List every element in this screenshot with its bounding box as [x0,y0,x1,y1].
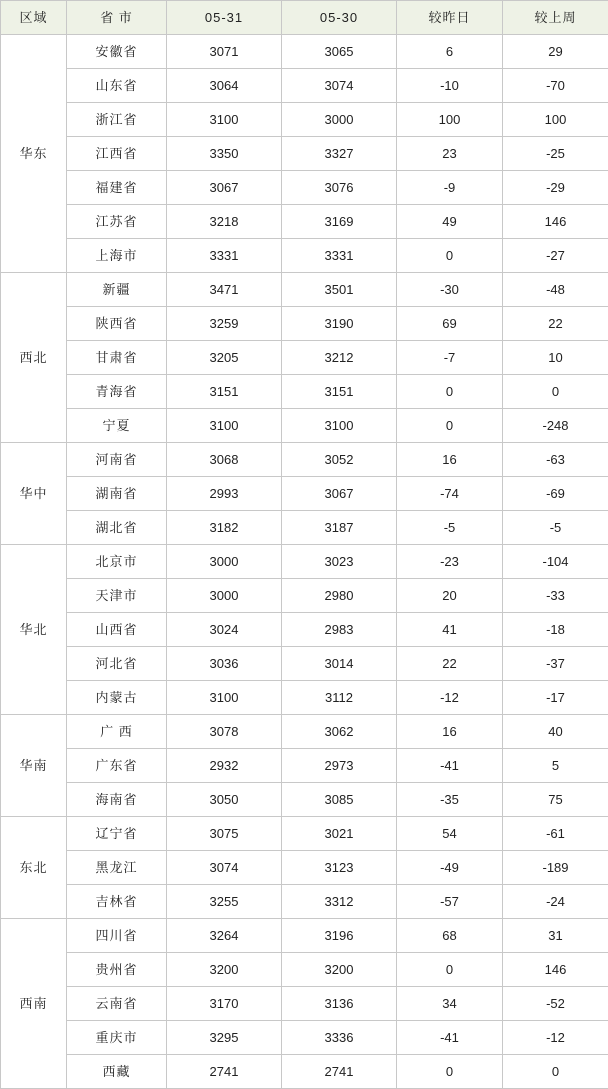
table-row [1,69,608,103]
price-0531-cell: 3036 [167,647,282,681]
change-vs-lastweek-cell: -61 [503,817,608,851]
price-0531-cell: 3064 [167,69,282,103]
table-row [1,1055,608,1089]
price-0531-cell: 3255 [167,885,282,919]
province-name-cell: 西藏 [67,1055,167,1089]
region-cell: 华南 [1,715,67,817]
price-0530-cell: 3196 [282,919,397,953]
table-row [1,35,608,69]
price-0531-cell: 3071 [167,35,282,69]
change-vs-yesterday-cell: -57 [397,885,503,919]
change-vs-lastweek-cell: -5 [503,511,608,545]
change-vs-yesterday-cell: 0 [397,953,503,987]
change-vs-lastweek-cell: 100 [503,103,608,137]
price-0530-cell: 3100 [282,409,397,443]
table-row [1,817,608,851]
price-0531-cell: 3295 [167,1021,282,1055]
table-row [1,443,608,477]
province-name-cell: 上海市 [67,239,167,273]
price-0531-cell: 3331 [167,239,282,273]
change-vs-yesterday-cell: -30 [397,273,503,307]
price-0530-cell: 3190 [282,307,397,341]
price-0531-cell: 2993 [167,477,282,511]
header-change-vs-yesterday: 较昨日 [397,1,503,35]
change-vs-yesterday-cell: -74 [397,477,503,511]
table-row [1,715,608,749]
price-0530-cell: 2973 [282,749,397,783]
change-vs-lastweek-cell: 5 [503,749,608,783]
price-0531-cell: 3068 [167,443,282,477]
change-vs-lastweek-cell: 40 [503,715,608,749]
price-0531-cell: 3050 [167,783,282,817]
table-row [1,953,608,987]
change-vs-yesterday-cell: 0 [397,1055,503,1089]
table-row [1,477,608,511]
change-vs-lastweek-cell: -248 [503,409,608,443]
province-name-cell: 山东省 [67,69,167,103]
price-0531-cell: 3205 [167,341,282,375]
province-name-cell: 吉林省 [67,885,167,919]
province-name-cell: 天津市 [67,579,167,613]
province-name-cell: 黑龙江 [67,851,167,885]
table-row [1,749,608,783]
table-row [1,987,608,1021]
province-name-cell: 江西省 [67,137,167,171]
price-0530-cell: 3062 [282,715,397,749]
price-0531-cell: 3259 [167,307,282,341]
price-0530-cell: 3169 [282,205,397,239]
price-0530-cell: 3014 [282,647,397,681]
price-0530-cell: 3052 [282,443,397,477]
header-region: 区域 [1,1,67,35]
province-name-cell: 辽宁省 [67,817,167,851]
price-0531-cell: 3000 [167,579,282,613]
table-body [1,35,608,1089]
price-0530-cell: 3023 [282,545,397,579]
change-vs-yesterday-cell: -10 [397,69,503,103]
region-cell: 西南 [1,919,67,1089]
change-vs-yesterday-cell: 16 [397,443,503,477]
table-row [1,171,608,205]
change-vs-yesterday-cell: -41 [397,1021,503,1055]
change-vs-yesterday-cell: 0 [397,239,503,273]
header-row [1,1,608,35]
price-0530-cell: 3065 [282,35,397,69]
price-0531-cell: 3078 [167,715,282,749]
price-0530-cell: 3327 [282,137,397,171]
change-vs-lastweek-cell: 0 [503,375,608,409]
price-0530-cell: 3212 [282,341,397,375]
table-row [1,681,608,715]
price-0530-cell: 3112 [282,681,397,715]
change-vs-yesterday-cell: 0 [397,375,503,409]
table-header [1,1,608,35]
change-vs-yesterday-cell: -49 [397,851,503,885]
province-name-cell: 海南省 [67,783,167,817]
province-name-cell: 河南省 [67,443,167,477]
price-0531-cell: 3151 [167,375,282,409]
table-row [1,1021,608,1055]
province-name-cell: 广 西 [67,715,167,749]
province-name-cell: 内蒙古 [67,681,167,715]
table-row [1,613,608,647]
price-0531-cell: 3000 [167,545,282,579]
province-name-cell: 福建省 [67,171,167,205]
table-row [1,375,608,409]
change-vs-lastweek-cell: -63 [503,443,608,477]
change-vs-lastweek-cell: -189 [503,851,608,885]
change-vs-yesterday-cell: -23 [397,545,503,579]
price-0530-cell: 2983 [282,613,397,647]
table-row [1,783,608,817]
price-0530-cell: 3074 [282,69,397,103]
price-0531-cell: 3471 [167,273,282,307]
price-0531-cell: 3264 [167,919,282,953]
change-vs-lastweek-cell: -27 [503,239,608,273]
price-0530-cell: 3136 [282,987,397,1021]
price-0531-cell: 2741 [167,1055,282,1089]
price-0530-cell: 2741 [282,1055,397,1089]
price-0530-cell: 3067 [282,477,397,511]
price-0531-cell: 3024 [167,613,282,647]
province-name-cell: 云南省 [67,987,167,1021]
change-vs-yesterday-cell: 69 [397,307,503,341]
table-row [1,511,608,545]
province-name-cell: 贵州省 [67,953,167,987]
change-vs-lastweek-cell: -70 [503,69,608,103]
table-row [1,205,608,239]
change-vs-lastweek-cell: -24 [503,885,608,919]
province-name-cell: 重庆市 [67,1021,167,1055]
price-0531-cell: 3170 [167,987,282,1021]
price-0530-cell: 2980 [282,579,397,613]
price-0530-cell: 3085 [282,783,397,817]
header-date-0530: 05-30 [282,1,397,35]
price-0531-cell: 2932 [167,749,282,783]
change-vs-yesterday-cell: 20 [397,579,503,613]
price-0531-cell: 3218 [167,205,282,239]
change-vs-lastweek-cell: 22 [503,307,608,341]
change-vs-yesterday-cell: 22 [397,647,503,681]
province-name-cell: 四川省 [67,919,167,953]
province-name-cell: 安徽省 [67,35,167,69]
province-name-cell: 山西省 [67,613,167,647]
province-name-cell: 陕西省 [67,307,167,341]
table-row [1,273,608,307]
change-vs-yesterday-cell: 6 [397,35,503,69]
change-vs-yesterday-cell: -7 [397,341,503,375]
table-row [1,341,608,375]
province-name-cell: 江苏省 [67,205,167,239]
change-vs-lastweek-cell: 29 [503,35,608,69]
price-0531-cell: 3067 [167,171,282,205]
table-row [1,545,608,579]
change-vs-yesterday-cell: 23 [397,137,503,171]
region-cell: 西北 [1,273,67,443]
change-vs-lastweek-cell: -17 [503,681,608,715]
table-row [1,579,608,613]
change-vs-lastweek-cell: -18 [503,613,608,647]
price-0531-cell: 3100 [167,103,282,137]
region-cell: 华中 [1,443,67,545]
price-0531-cell: 3075 [167,817,282,851]
province-name-cell: 青海省 [67,375,167,409]
province-name-cell: 湖南省 [67,477,167,511]
header-province: 省 市 [67,1,167,35]
price-0530-cell: 3312 [282,885,397,919]
change-vs-yesterday-cell: 41 [397,613,503,647]
change-vs-lastweek-cell: 10 [503,341,608,375]
change-vs-yesterday-cell: 54 [397,817,503,851]
price-0530-cell: 3123 [282,851,397,885]
change-vs-yesterday-cell: -41 [397,749,503,783]
price-0531-cell: 3074 [167,851,282,885]
change-vs-lastweek-cell: 0 [503,1055,608,1089]
change-vs-yesterday-cell: 100 [397,103,503,137]
price-0530-cell: 3000 [282,103,397,137]
change-vs-yesterday-cell: 49 [397,205,503,239]
change-vs-lastweek-cell: 146 [503,205,608,239]
change-vs-yesterday-cell: 16 [397,715,503,749]
change-vs-lastweek-cell: 31 [503,919,608,953]
price-0531-cell: 3200 [167,953,282,987]
change-vs-yesterday-cell: 68 [397,919,503,953]
price-0530-cell: 3187 [282,511,397,545]
change-vs-yesterday-cell: 34 [397,987,503,1021]
price-0531-cell: 3100 [167,681,282,715]
region-cell: 华东 [1,35,67,273]
province-name-cell: 湖北省 [67,511,167,545]
table-row [1,409,608,443]
change-vs-lastweek-cell: -33 [503,579,608,613]
price-0530-cell: 3151 [282,375,397,409]
header-date-0531: 05-31 [167,1,282,35]
table-row [1,647,608,681]
province-name-cell: 北京市 [67,545,167,579]
change-vs-lastweek-cell: 75 [503,783,608,817]
region-cell: 华北 [1,545,67,715]
table-row [1,307,608,341]
price-0530-cell: 3501 [282,273,397,307]
province-name-cell: 河北省 [67,647,167,681]
price-0531-cell: 3182 [167,511,282,545]
change-vs-yesterday-cell: -35 [397,783,503,817]
change-vs-yesterday-cell: 0 [397,409,503,443]
change-vs-lastweek-cell: -29 [503,171,608,205]
price-0530-cell: 3336 [282,1021,397,1055]
province-name-cell: 浙江省 [67,103,167,137]
change-vs-lastweek-cell: -69 [503,477,608,511]
table-row [1,239,608,273]
table-row [1,885,608,919]
change-vs-lastweek-cell: -37 [503,647,608,681]
price-0530-cell: 3076 [282,171,397,205]
province-name-cell: 广东省 [67,749,167,783]
change-vs-yesterday-cell: -9 [397,171,503,205]
province-name-cell: 新疆 [67,273,167,307]
table-row [1,919,608,953]
change-vs-lastweek-cell: -25 [503,137,608,171]
table-row [1,851,608,885]
province-name-cell: 甘肃省 [67,341,167,375]
table-row [1,103,608,137]
price-0530-cell: 3200 [282,953,397,987]
change-vs-lastweek-cell: -48 [503,273,608,307]
price-0530-cell: 3331 [282,239,397,273]
change-vs-lastweek-cell: -104 [503,545,608,579]
header-change-vs-lastweek: 较上周 [503,1,608,35]
change-vs-yesterday-cell: -5 [397,511,503,545]
change-vs-lastweek-cell: -52 [503,987,608,1021]
price-0530-cell: 3021 [282,817,397,851]
region-cell: 东北 [1,817,67,919]
table-row [1,137,608,171]
change-vs-lastweek-cell: 146 [503,953,608,987]
price-0531-cell: 3100 [167,409,282,443]
change-vs-yesterday-cell: -12 [397,681,503,715]
change-vs-lastweek-cell: -12 [503,1021,608,1055]
province-name-cell: 宁夏 [67,409,167,443]
price-0531-cell: 3350 [167,137,282,171]
